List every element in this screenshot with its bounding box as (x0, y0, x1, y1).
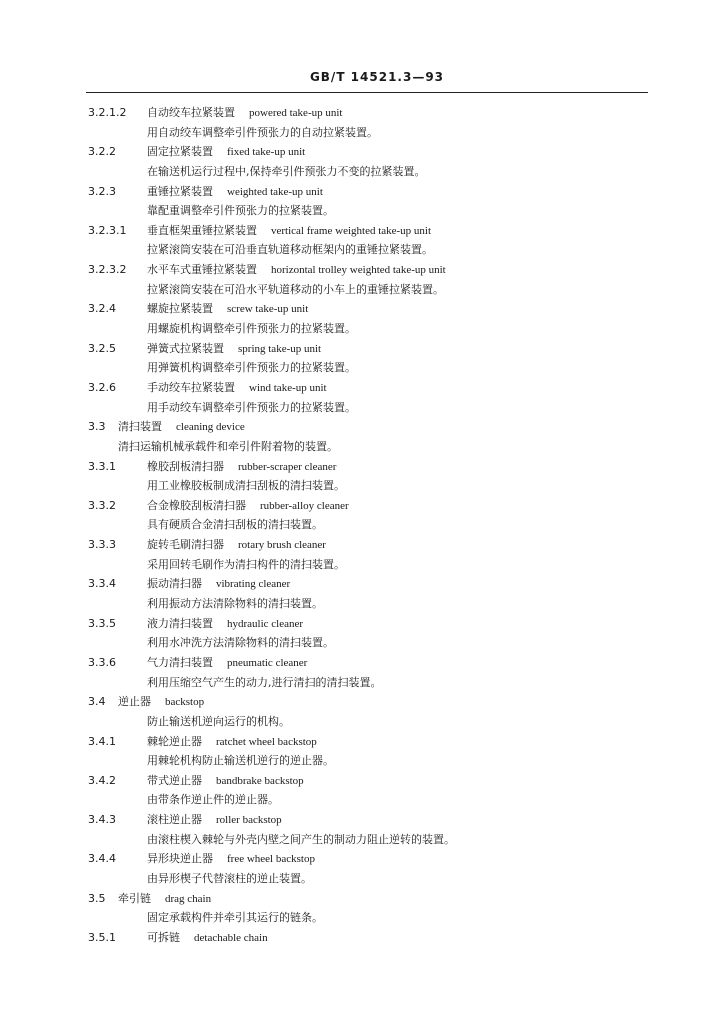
term-chinese: 垂直框架重锤拉紧装置 (147, 223, 257, 237)
definition-line (0, 280, 724, 300)
term-group (147, 142, 305, 163)
term-english: rubber-alloy cleaner (260, 499, 349, 512)
term-english: powered take-up unit (249, 107, 343, 119)
clause-number: 3.3.1 (88, 459, 116, 473)
term-line (0, 614, 724, 634)
clause-number: 3.5.1 (88, 930, 116, 944)
term-chinese: 自动绞车拉紧装置 (147, 106, 235, 119)
definition-text: 用棘轮机构防止输送机逆行的逆止器。 (147, 754, 334, 768)
term-english: hydraulic cleaner (227, 617, 304, 630)
definition-line (0, 515, 724, 535)
term-chinese: 弹簧式拉紧装置 (147, 341, 224, 355)
term-chinese: 合金橡胶刮板清扫器 (147, 498, 246, 512)
term-chinese: 气力清扫装置 (147, 655, 213, 669)
clause-number: 3.2.3.2 (88, 263, 127, 277)
definition-text: 用螺旋机构调整牵引件预张力的拉紧装置。 (147, 322, 356, 336)
term-group (147, 849, 315, 870)
clause-number: 3.2.2 (88, 145, 116, 159)
term-line (0, 221, 724, 241)
term-english: free wheel backstop (227, 853, 315, 866)
clause-number: 3.5 (88, 891, 106, 905)
clause-number: 3.4 (88, 695, 106, 709)
term-english: wind take-up unit (249, 381, 327, 394)
term-chinese: 液力清扫装置 (147, 616, 213, 630)
clause-number: 3.2.4 (88, 302, 116, 316)
term-chinese: 重锤拉紧装置 (147, 184, 213, 198)
definition-text: 清扫运输机械承载件和牵引件附着物的装置。 (118, 439, 338, 453)
definition-text: 由滚柱楔入棘轮与外壳内壁之间产生的制动力阻止逆转的装置。 (147, 832, 455, 846)
clause-number: 3.4.4 (88, 852, 116, 866)
term-line (0, 928, 724, 948)
term-english: fixed take-up unit (227, 146, 306, 159)
clause-number: 3.4.3 (88, 813, 116, 827)
definition-text: 靠配重调整牵引件预张力的拉紧装置。 (147, 204, 334, 218)
term-chinese: 水平车式重锤拉紧装置 (147, 263, 257, 277)
term-english: weighted take-up unit (227, 185, 323, 198)
term-chinese: 旋转毛刷清扫器 (147, 538, 224, 552)
term-english: screw take-up unit (227, 303, 309, 316)
term-english: detachable chain (194, 931, 268, 944)
term-english: vibrating cleaner (216, 578, 291, 591)
document-body (0, 103, 724, 948)
term-english: cleaning device (176, 421, 245, 434)
clause-number: 3.2.1.2 (88, 106, 127, 119)
term-line (0, 457, 724, 477)
term-group (147, 221, 431, 242)
term-line (0, 653, 724, 673)
term-chinese: 逆止器 (118, 695, 151, 709)
definition-text: 利用水冲洗方法清除物料的清扫装置。 (147, 636, 334, 650)
term-chinese: 牵引链 (118, 891, 151, 905)
term-group (147, 653, 307, 674)
term-group (147, 457, 336, 478)
definition-line (0, 319, 724, 339)
definition-line (0, 476, 724, 496)
term-line (0, 496, 724, 516)
clause-number: 3.3.5 (88, 616, 116, 630)
clause-number: 3.2.3 (88, 184, 116, 198)
term-line (0, 574, 724, 594)
definition-line (0, 437, 724, 457)
term-group (147, 103, 342, 124)
page-header: GB/T 14521.3—93 (309, 70, 445, 84)
definition-line (0, 633, 724, 653)
term-english: rotary brush cleaner (238, 539, 326, 552)
clause-number: 3.3 (88, 420, 106, 434)
header-rule (86, 92, 648, 93)
term-chinese: 棘轮逆止器 (147, 734, 202, 748)
definition-text: 由异形楔子代替滚柱的逆止装置。 (147, 871, 312, 885)
definition-text: 用弹簧机构调整牵引件预张力的拉紧装置。 (147, 361, 356, 375)
definition-text: 具有硬质合金清扫刮板的清扫装置。 (147, 518, 323, 532)
term-line (0, 771, 724, 791)
clause-number: 3.4.2 (88, 773, 116, 787)
definition-text: 用手动绞车调整牵引件预张力的拉紧装置。 (147, 400, 356, 414)
definition-text: 防止输送机逆向运行的机构。 (147, 714, 290, 728)
term-line (0, 417, 724, 437)
term-english: horizontal trolley weighted take-up unit (271, 264, 446, 277)
term-line (0, 182, 724, 202)
term-english: drag chain (165, 892, 212, 905)
term-line (0, 692, 724, 712)
definition-text: 拉紧滚筒安装在可沿水平轨道移动的小车上的重锤拉紧装置。 (147, 282, 444, 296)
term-group (147, 574, 290, 595)
term-group (147, 260, 446, 281)
clause-number: 3.3.4 (88, 577, 116, 591)
term-english: ratchet wheel backstop (216, 735, 317, 748)
term-line (0, 535, 724, 555)
clause-number: 3.2.3.1 (88, 223, 127, 237)
definition-line (0, 398, 724, 418)
definition-line (0, 594, 724, 614)
clause-number: 3.3.2 (88, 498, 116, 512)
term-line (0, 260, 724, 280)
term-chinese: 手动绞车拉紧装置 (147, 380, 235, 394)
definition-line (0, 751, 724, 771)
term-group (147, 810, 282, 831)
term-english: roller backstop (216, 814, 282, 827)
term-group (147, 928, 268, 949)
definition-text: 固定承载构件并牵引其运行的链条。 (147, 911, 323, 925)
term-chinese: 可拆链 (147, 930, 180, 944)
clause-number: 3.2.6 (88, 380, 116, 394)
term-english: bandbrake backstop (216, 774, 304, 787)
term-group (147, 378, 327, 399)
definition-text: 用工业橡胶板制成清扫刮板的清扫装置。 (147, 479, 345, 493)
term-english: backstop (165, 696, 205, 709)
definition-line (0, 908, 724, 928)
definition-line (0, 358, 724, 378)
definition-line (0, 201, 724, 221)
term-chinese: 异形块逆止器 (147, 852, 213, 866)
term-chinese: 固定拉紧装置 (147, 145, 213, 159)
term-group (147, 535, 326, 556)
term-group (147, 732, 317, 753)
clause-number: 3.2.5 (88, 341, 116, 355)
term-line (0, 142, 724, 162)
term-chinese: 滚柱逆止器 (147, 813, 202, 827)
term-group (147, 496, 349, 517)
term-line (0, 103, 724, 123)
term-group (147, 339, 321, 360)
term-group (147, 771, 304, 792)
definition-line (0, 673, 724, 693)
term-line (0, 849, 724, 869)
definition-text: 利用压缩空气产生的动力,进行清扫的清扫装置。 (147, 675, 382, 689)
term-chinese: 带式逆止器 (147, 773, 202, 787)
term-line (0, 299, 724, 319)
term-line (0, 378, 724, 398)
term-english: vertical frame weighted take-up unit (271, 224, 432, 237)
definition-line (0, 830, 724, 850)
definition-text: 拉紧滚筒安装在可沿垂直轨道移动框架内的重锤拉紧装置。 (147, 243, 433, 257)
definition-text: 在输送机运行过程中,保持牵引件预张力不变的拉紧装置。 (147, 164, 426, 178)
term-english: pneumatic cleaner (227, 656, 308, 669)
clause-number: 3.3.6 (88, 655, 116, 669)
definition-line (0, 240, 724, 260)
clause-number: 3.4.1 (88, 734, 116, 748)
term-chinese: 清扫装置 (118, 420, 162, 434)
term-line (0, 810, 724, 830)
definition-text: 利用振动方法清除物料的清扫装置。 (147, 597, 323, 611)
term-group (118, 692, 204, 713)
definition-text: 采用回转毛刷作为清扫构件的清扫装置。 (147, 557, 345, 571)
term-group (147, 299, 308, 320)
term-english: spring take-up unit (238, 342, 322, 355)
term-group (118, 889, 211, 910)
definition-text: 用自动绞车调整牵引件预张力的自动拉紧装置。 (147, 125, 378, 139)
definition-line (0, 790, 724, 810)
term-group (147, 614, 303, 635)
term-group (147, 182, 323, 203)
definition-line (0, 123, 724, 143)
definition-line (0, 712, 724, 732)
term-line (0, 732, 724, 752)
term-chinese: 螺旋拉紧装置 (147, 302, 213, 316)
term-line (0, 339, 724, 359)
definition-line (0, 555, 724, 575)
term-group (118, 417, 245, 438)
term-chinese: 振动清扫器 (147, 577, 202, 591)
definition-line (0, 162, 724, 182)
clause-number: 3.3.3 (88, 538, 116, 552)
definition-line (0, 869, 724, 889)
term-chinese: 橡胶刮板清扫器 (147, 459, 224, 473)
term-english: rubber-scraper cleaner (238, 460, 337, 473)
term-line (0, 889, 724, 909)
definition-text: 由带条作逆止件的逆止器。 (147, 793, 279, 807)
